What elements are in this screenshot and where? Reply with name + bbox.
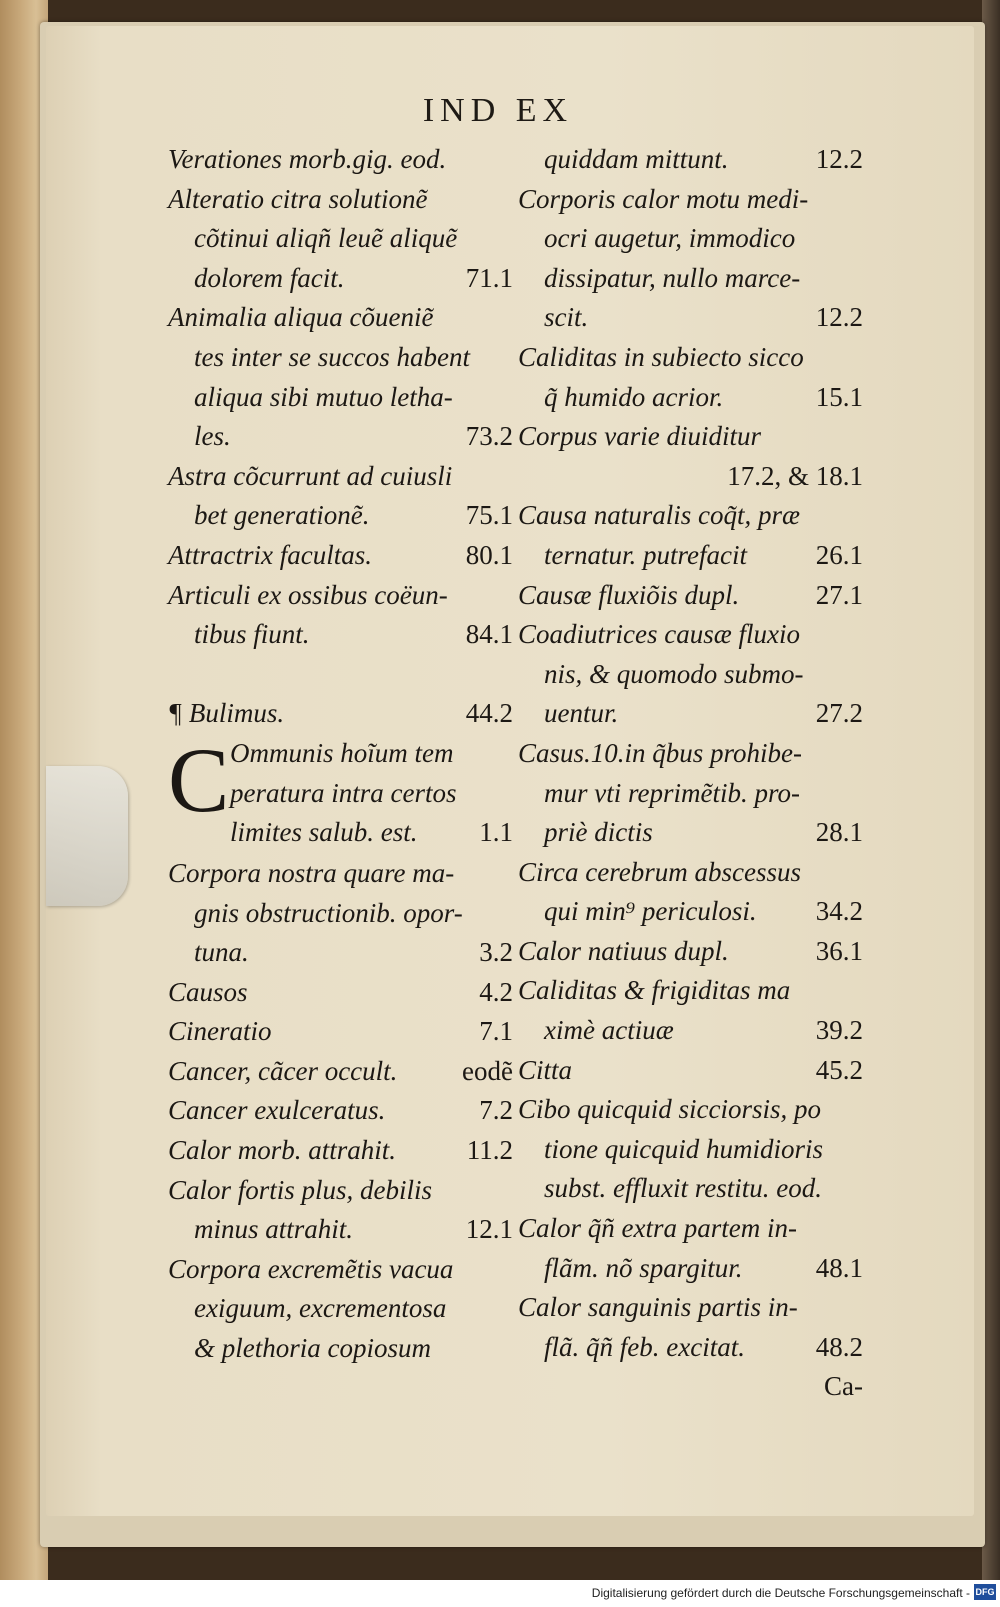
index-entry-text: Corpora nostra quare ma- xyxy=(168,857,455,888)
index-entry-text: bet generationẽ. xyxy=(194,500,370,531)
index-entry-text: cõtinui aliqñ leuẽ aliquẽ xyxy=(194,223,458,254)
index-entry-line xyxy=(518,853,863,893)
index-entry-line xyxy=(518,1288,863,1328)
index-entry-line xyxy=(168,496,513,536)
index-entry-line xyxy=(168,457,513,497)
index-entry-line xyxy=(518,378,863,418)
index-entry-line xyxy=(168,933,513,973)
index-entry-line xyxy=(168,417,513,457)
index-entry-text: qui min⁹ periculosi. xyxy=(544,896,757,927)
index-entry-text: tione quicquid humidioris xyxy=(544,1133,823,1164)
funding-notice: Digitalisierung gefördert durch die Deutsche Forschungsgemeinschaft - xyxy=(591,1586,970,1600)
index-entry-line xyxy=(168,140,513,180)
index-entry-line xyxy=(168,1171,513,1211)
index-entry-text: dolorem facit. xyxy=(194,262,345,293)
page-reference: 26.1 xyxy=(815,539,863,570)
index-entry-text: ximè actiuæ xyxy=(544,1015,674,1046)
index-entry-line xyxy=(518,1209,863,1249)
index-entry-text: Calor morb. attrahit. xyxy=(168,1135,397,1166)
index-entry-text: Cineratio xyxy=(168,1016,272,1047)
index-entry-line xyxy=(518,298,863,338)
running-head: IND EX xyxy=(422,92,574,129)
index-entry-text: Coadiutrices causæ fluxio xyxy=(518,619,800,650)
page-reference: 71.1 xyxy=(465,262,513,293)
index-entry-text: flã. q̃ñ feb. excitat. xyxy=(544,1331,745,1362)
index-entry-line xyxy=(518,1130,863,1170)
index-entry-text: mur vti reprimẽtib. pro- xyxy=(544,777,800,808)
index-entry-line xyxy=(518,417,863,457)
page-reference: 34.2 xyxy=(815,896,863,927)
page-reference: 12.1 xyxy=(465,1214,513,1245)
index-entry-line xyxy=(168,298,513,338)
page-reference: 73.2 xyxy=(465,421,513,452)
index-entry-line xyxy=(518,694,863,734)
index-entry-text: tes inter se succos habent xyxy=(194,341,470,372)
index-entry-text: dissipatur, nullo marce- xyxy=(544,262,801,293)
index-entry-line xyxy=(168,1091,513,1131)
index-entry-line xyxy=(518,1249,863,1289)
index-entry-text: scit. xyxy=(544,302,589,333)
index-entry-line xyxy=(168,1210,513,1250)
index-entry-text: minus attrahit. xyxy=(194,1214,354,1245)
index-entry-text: Ommunis hoĩum tem xyxy=(230,737,454,768)
dfg-logo: DFG xyxy=(974,1584,996,1600)
index-entry-line xyxy=(168,615,513,655)
index-entry-line xyxy=(518,496,863,536)
index-entry-line xyxy=(168,1052,513,1092)
index-entry-line xyxy=(168,1329,513,1369)
index-entry-text: ocri augetur, immodico xyxy=(544,223,796,254)
index-entry-line xyxy=(168,894,513,934)
index-entry-text: Calor sanguinis partis in- xyxy=(518,1292,798,1323)
index-entry-line xyxy=(518,1051,863,1091)
page-reference: 17.2, & 18.1 xyxy=(727,460,863,491)
index-entry-text: les. xyxy=(194,421,231,452)
index-entry-text: uentur. xyxy=(544,698,619,729)
page-reference: 15.1 xyxy=(815,381,863,412)
index-entry-line xyxy=(168,378,513,418)
index-entry-line xyxy=(168,1289,513,1329)
index-entry-line xyxy=(168,973,513,1013)
page-reference: 4.2 xyxy=(479,976,513,1007)
index-entry-line xyxy=(168,576,513,616)
index-entry-text: Cancer exulceratus. xyxy=(168,1095,386,1126)
index-entry-line xyxy=(518,1367,863,1407)
index-entry-text: tibus fiunt. xyxy=(194,619,310,650)
initial-letter-block xyxy=(168,728,513,854)
index-entry-line xyxy=(168,338,513,378)
index-entry-line xyxy=(168,1131,513,1171)
index-entry-text: Caliditas & frigiditas ma xyxy=(518,975,791,1006)
index-entry-line xyxy=(168,259,513,299)
index-entry-line xyxy=(518,1090,863,1130)
initial-letter-text xyxy=(230,734,513,853)
index-entry-text: limites salub. est. xyxy=(230,817,418,848)
index-entry-text: Animalia aliqua cõuenie͂ xyxy=(168,302,434,333)
index-entry-text: gnis obstructionib. opor- xyxy=(194,897,463,928)
index-entry-line xyxy=(168,1012,513,1052)
index-entry-text: Caliditas in subiecto sicco xyxy=(518,341,804,372)
index-entry-line xyxy=(518,219,863,259)
page-reference: 44.2 xyxy=(465,698,513,729)
footer-bar xyxy=(0,1580,1000,1607)
index-entry-text: Calor fortis plus, debilis xyxy=(168,1174,433,1205)
index-entry-text: Circa cerebrum abscessus xyxy=(518,856,801,887)
page-reference: 75.1 xyxy=(465,500,513,531)
page-reference: 48.1 xyxy=(815,1252,863,1283)
index-entry-line xyxy=(518,655,863,695)
index-entry-line xyxy=(518,774,863,814)
index-entry-line xyxy=(518,457,863,497)
index-entry-line xyxy=(168,655,513,695)
index-entry-text: Astra cõcurrunt ad cuiusli xyxy=(168,460,453,491)
index-entry-line xyxy=(230,774,513,814)
index-column-left xyxy=(168,140,513,1369)
bookmark-ribbon xyxy=(46,766,128,906)
index-entry-text: Cancer, cãcer occult. xyxy=(168,1055,398,1086)
index-entry-line xyxy=(518,734,863,774)
index-entry-line xyxy=(168,219,513,259)
index-entry-text: Citta xyxy=(518,1054,573,1085)
index-entry-text: Calor natiuus dupl. xyxy=(518,935,729,966)
index-entry-text: Causæ fluxiõis dupl. xyxy=(518,579,740,610)
page-reference: 7.2 xyxy=(479,1095,513,1126)
index-entry-line xyxy=(518,140,863,180)
page-reference: Ca- xyxy=(824,1371,863,1402)
index-entry-text: Casus.10.in q̃bus prohibe- xyxy=(518,737,803,768)
page-reference: 84.1 xyxy=(465,619,513,650)
index-entry-line xyxy=(518,259,863,299)
page-reference: 28.1 xyxy=(815,817,863,848)
page-reference: 11.2 xyxy=(466,1135,513,1166)
index-entry-line xyxy=(230,813,513,853)
index-entry-text: aliqua sibi mutuo letha- xyxy=(194,381,453,412)
index-entry-line xyxy=(518,1011,863,1051)
index-entry-text: Corporis calor motu medi- xyxy=(518,183,809,214)
index-entry-text: Attractrix facultas. xyxy=(168,539,372,570)
index-entry-text: ¶ Bulimus. xyxy=(168,698,285,729)
index-entry-text: flãm. nõ spargitur. xyxy=(544,1252,743,1283)
index-entry-line xyxy=(518,813,863,853)
index-entry-text: q̃ humido acrior. xyxy=(544,381,724,412)
page-reference: 7.1 xyxy=(479,1016,513,1047)
index-entry-text: nis, & quomodo submo- xyxy=(544,658,804,689)
page-reference: eodẽ xyxy=(462,1055,513,1086)
index-entry-line xyxy=(518,576,863,616)
index-entry-line xyxy=(168,694,513,734)
index-entry-text: & plethoria copiosum xyxy=(194,1333,431,1364)
page-reference: 39.2 xyxy=(815,1015,863,1046)
page-reference: 1.1 xyxy=(479,817,513,848)
page-reference: 36.1 xyxy=(815,935,863,966)
index-entry-text: Calor q̃ñ extra partem in- xyxy=(518,1213,797,1244)
index-entry-line xyxy=(168,536,513,576)
page-reference: 48.2 xyxy=(815,1331,863,1362)
index-entry-text: Alteratio citra solutionẽ xyxy=(168,183,428,214)
index-entry-line xyxy=(518,971,863,1011)
index-entry-line xyxy=(518,1328,863,1368)
page-reference: 27.1 xyxy=(815,579,863,610)
initial-letter: C xyxy=(168,728,230,831)
index-entry-line xyxy=(518,338,863,378)
page-reference: 3.2 xyxy=(479,937,513,968)
index-entry-text: priè dictis xyxy=(544,817,653,848)
index-entry-line xyxy=(168,1250,513,1290)
index-entry-text: Corpora excremẽtis vacua xyxy=(168,1253,454,1284)
index-column-right xyxy=(518,140,863,1407)
index-entry-text: exiguum, excrementosa xyxy=(194,1293,447,1324)
page-reference: 45.2 xyxy=(815,1054,863,1085)
index-entry-line xyxy=(168,854,513,894)
index-entry-text: ternatur. putrefacit xyxy=(544,539,747,570)
index-entry-text: Corpus varie diuiditur xyxy=(518,421,762,452)
index-entry-line xyxy=(518,536,863,576)
page-reference: 80.1 xyxy=(465,539,513,570)
index-entry-text: Causos xyxy=(168,976,248,1007)
index-entry-text: quiddam mittunt. xyxy=(544,144,729,174)
page-reference: 27.2 xyxy=(815,698,863,729)
index-entry-text: Articuli ex ossibus coëun- xyxy=(168,579,448,610)
index-entry-line xyxy=(518,180,863,220)
index-entry-text: Causa naturalis coq̃t, præ xyxy=(518,500,801,531)
index-entry-text: Verationes morb.gig. eod. xyxy=(168,144,447,174)
index-entry-line xyxy=(518,892,863,932)
index-entry-text: peratura intra certos xyxy=(230,777,457,808)
index-entry-text: Cibo quicquid sicciorsis, po xyxy=(518,1094,821,1125)
index-entry-text: subst. effluxit restitu. eod. xyxy=(544,1173,822,1204)
index-entry-line xyxy=(168,180,513,220)
index-entry-line xyxy=(518,932,863,972)
index-entry-line xyxy=(230,734,513,774)
index-entry-line xyxy=(518,615,863,655)
index-entry-line xyxy=(518,1169,863,1209)
index-entry-text: tuna. xyxy=(194,937,249,968)
page-reference: 12.2 xyxy=(815,302,863,333)
page-reference: 12.2 xyxy=(815,144,863,174)
